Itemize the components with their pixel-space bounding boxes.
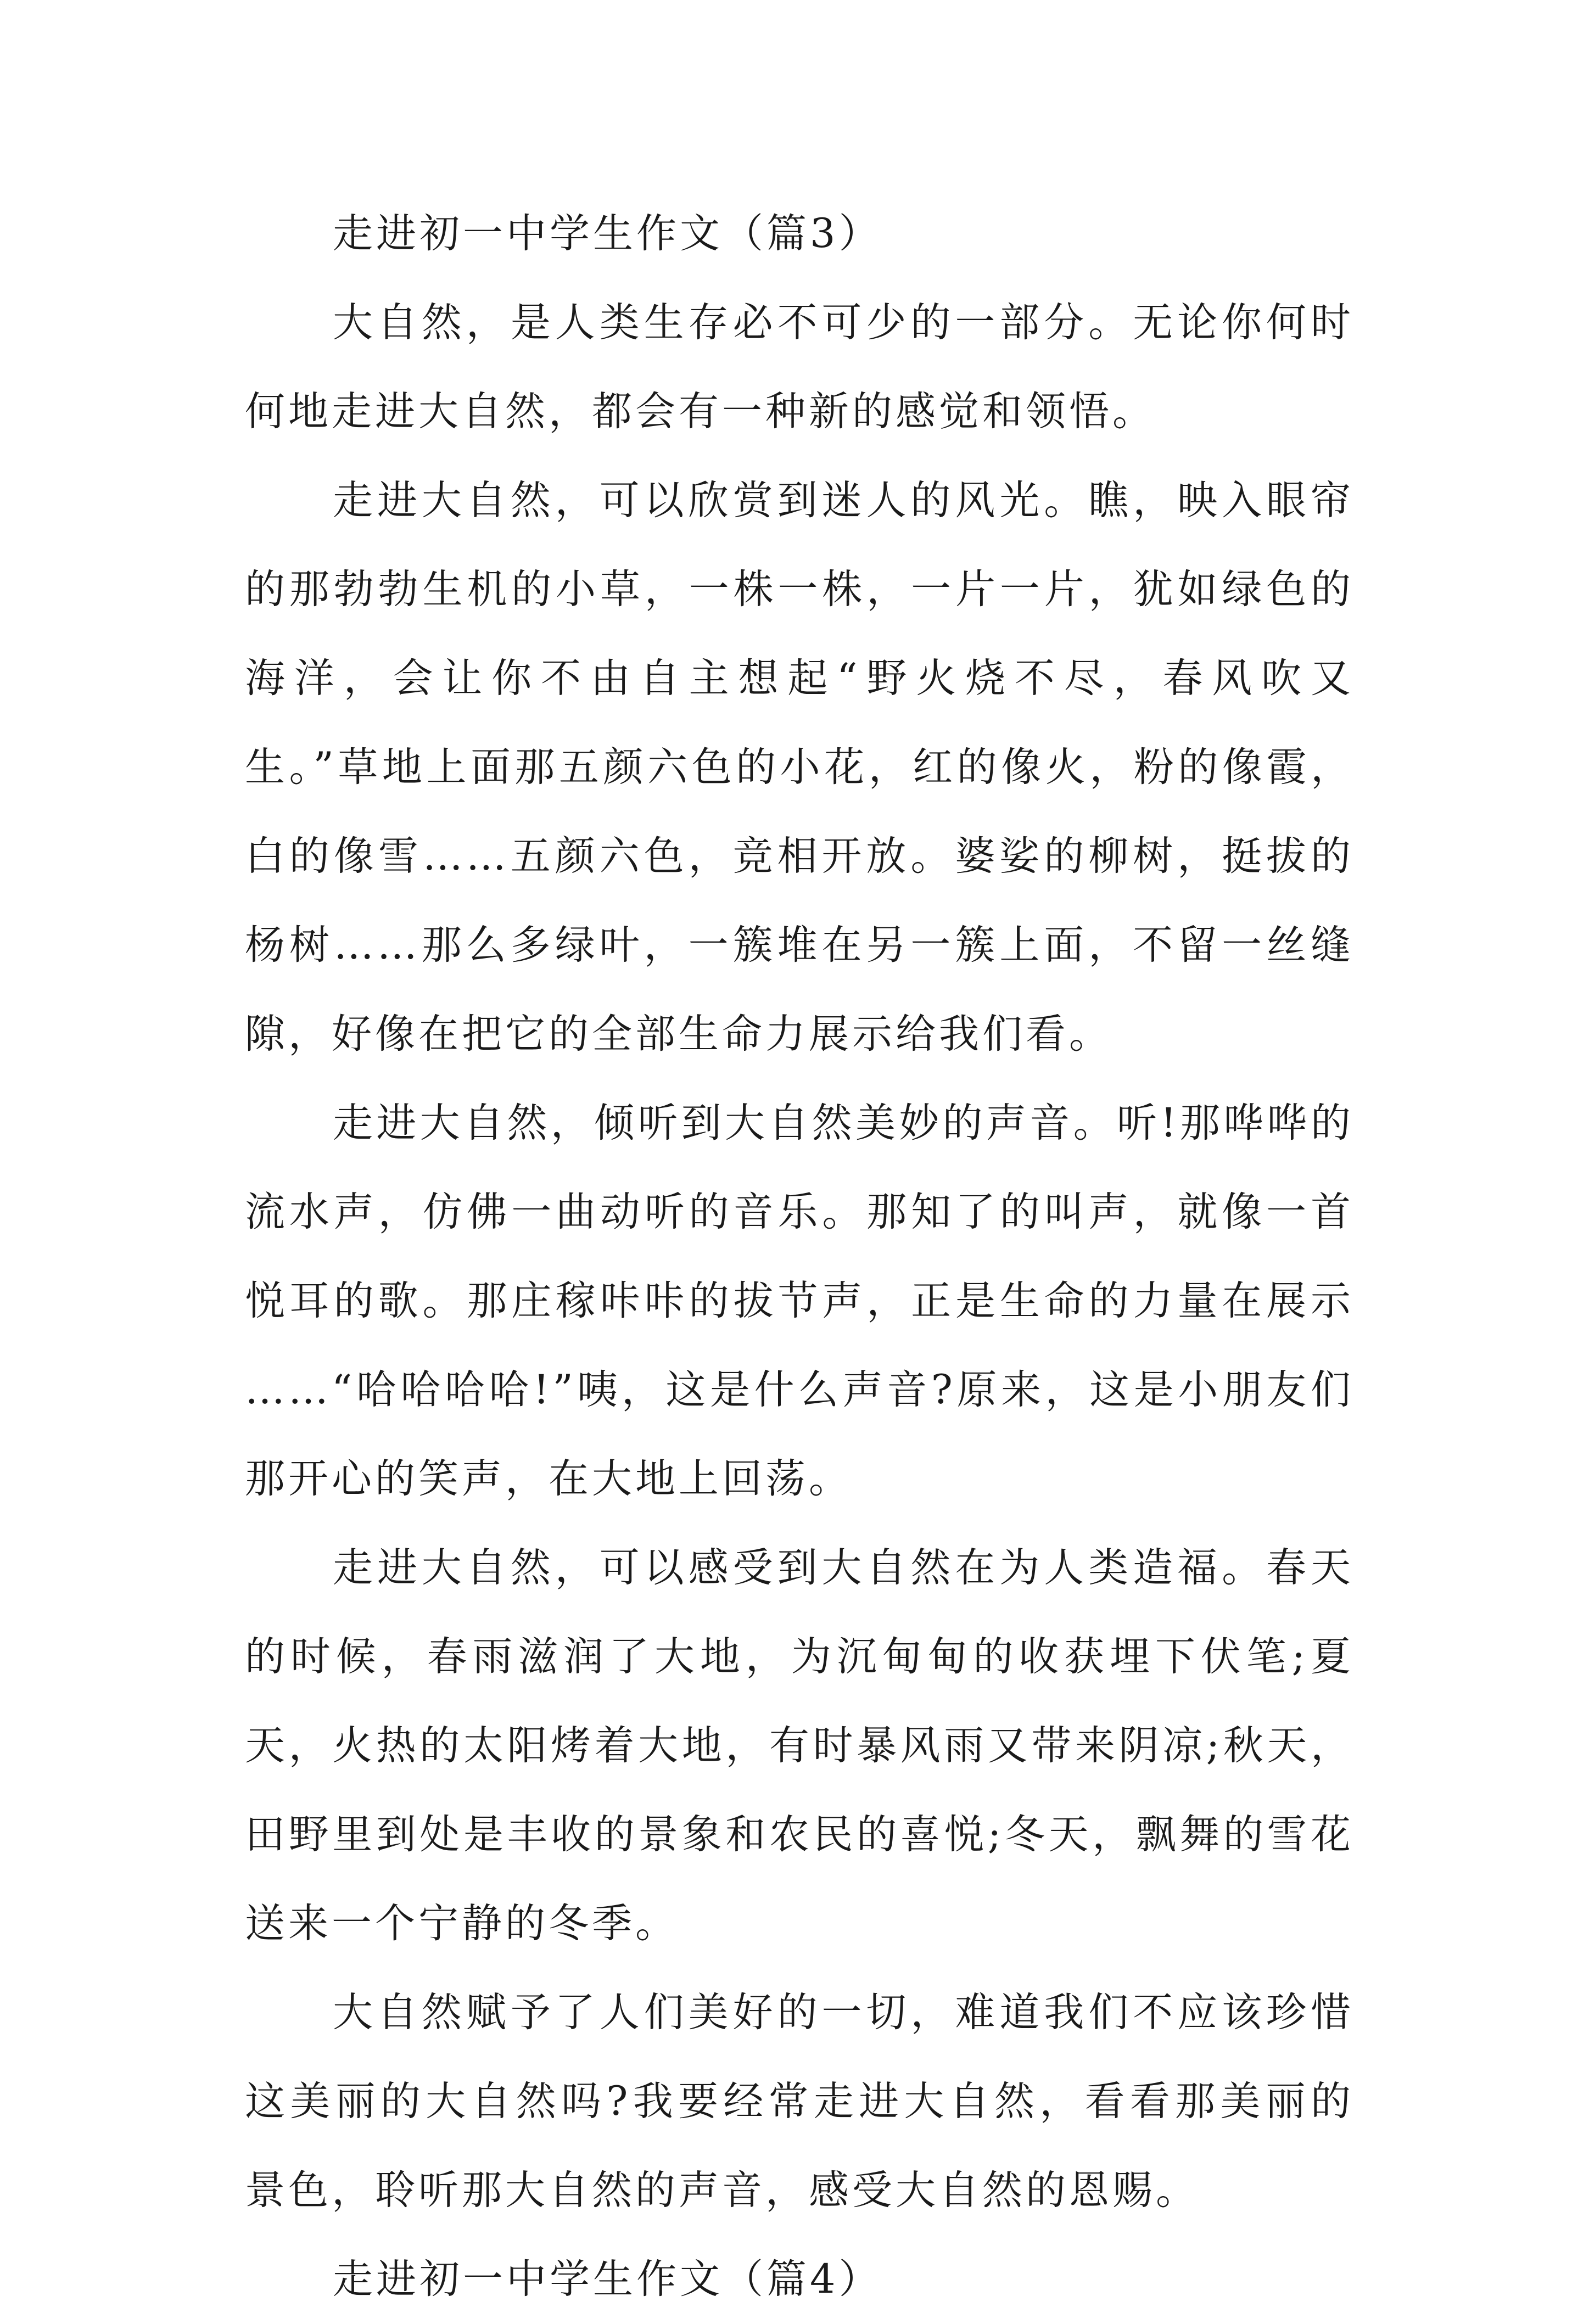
- section-heading: 走进初一中学生作文（篇3）: [333, 210, 882, 257]
- document-body: [245, 189, 1354, 2324]
- section-heading: 走进初一中学生作文（篇4）: [333, 2256, 882, 2303]
- paragraph: 走进大自然，倾听到大自然美妙的声音。听!那哗哗的流水声，仿佛一曲动听的音乐。那知了的叫声，就像一首悦耳的歌。那庄稼咔咔的拔节声，正是生命的力量在展示 ……“哈哈哈哈!”咦，这是什么声音?原来，这是小朋友们那开心的笑声，在大地上回荡。: [245, 1100, 1354, 1502]
- paragraph: 走进大自然，可以感受到大自然在为人类造福。春天的时候，春雨滋润了大地，为沉甸甸的收获埋下伏笔;夏天，火热的太阳烤着大地，有时暴风雨又带来阴凉;秋天，田野里到处是丰收的景象和农民的喜悦;冬天，飘舞的雪花送来一个宁静的冬季。: [245, 1544, 1354, 1947]
- paragraph: 走进大自然，可以欣赏到迷人的风光。瞧，映入眼帘的那勃勃生机的小草，一株一株，一片一片，犹如绿色的海洋，会让你不由自主想起“野火烧不尽，春风吹又生。”草地上面那五颜六色的小花，红的像火，粉的像霞，白的像雪……五颜六色，竞相开放。婆娑的柳树，挺拔的杨树……那么多绿叶，一簇堆在另一簇上面，不留一丝缝隙，好像在把它的全部生命力展示给我们看。: [245, 477, 1354, 1057]
- paragraph: 大自然，是人类生存必不可少的一部分。无论你何时何地走进大自然，都会有一种新的感觉和领悟。: [245, 299, 1354, 435]
- paragraph: 大自然赋予了人们美好的一切，难道我们不应该珍惜这美丽的大自然吗?我要经常走进大自然，看看那美丽的景色，聆听那大自然的声音，感受大自然的恩赐。: [245, 1989, 1354, 2214]
